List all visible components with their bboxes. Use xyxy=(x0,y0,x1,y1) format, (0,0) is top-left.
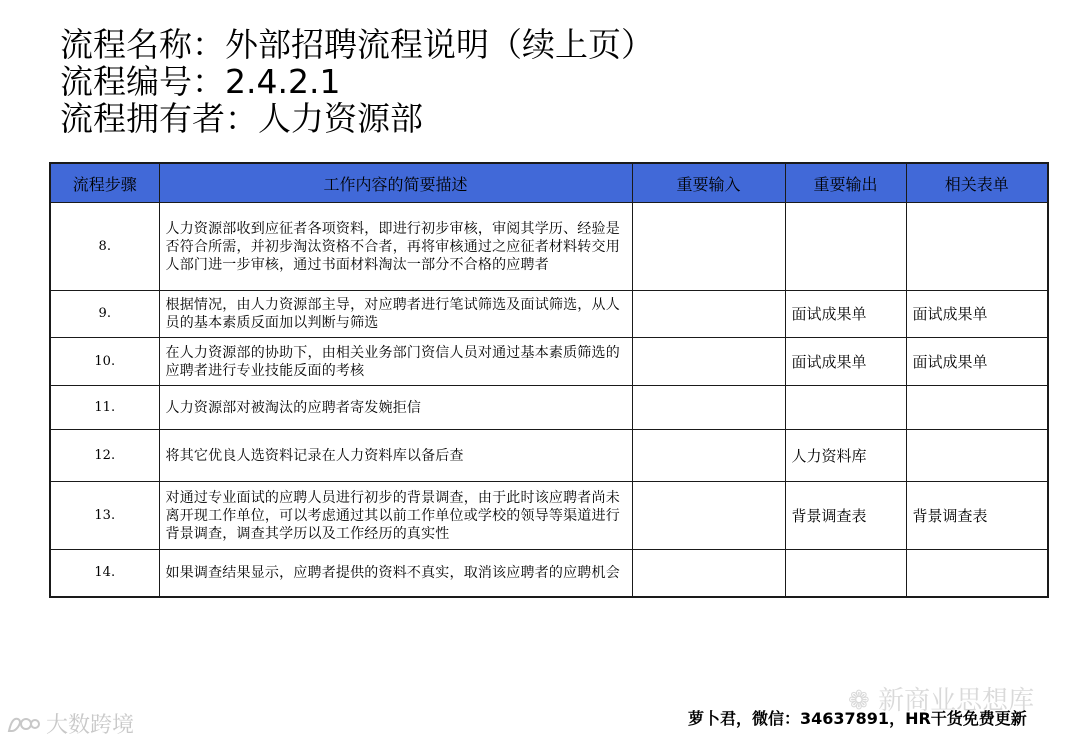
input-cell xyxy=(632,291,785,338)
form-cell: 面试成果单 xyxy=(906,338,1048,386)
description-cell: 人力资源部收到应征者各项资料，即进行初步审核，审阅其学历、经验是否符合所需，并初步淘汰资格不合者，再将审核通过之应征者材料转交用人部门进一步审核，通过书面材料淘汰一部分不合格的应聘者 xyxy=(159,203,632,291)
description-cell: 根据情况，由人力资源部主导，对应聘者进行笔试筛选及面试筛选，从人员的基本素质反面加以判断与筛选 xyxy=(159,291,632,338)
description-cell: 对通过专业面试的应聘人员进行初步的背景调查，由于此时该应聘者尚未离开现工作单位，可以考虑通过其以前工作单位或学校的领导等渠道进行背景调查，调查其学历以及工作经历的真实性 xyxy=(159,482,632,550)
input-cell xyxy=(632,430,785,482)
output-cell: 面试成果单 xyxy=(785,338,906,386)
output-cell: 人力资料库 xyxy=(785,430,906,482)
col-header-form: 相关表单 xyxy=(906,163,1048,203)
form-cell xyxy=(906,386,1048,430)
input-cell xyxy=(632,203,785,291)
step-cell: 11. xyxy=(50,386,159,430)
form-cell: 面试成果单 xyxy=(906,291,1048,338)
table-row xyxy=(50,203,1048,291)
table-row xyxy=(50,430,1048,482)
form-cell xyxy=(906,430,1048,482)
input-cell xyxy=(632,482,785,550)
description-cell: 人力资源部对被淘汰的应聘者寄发婉拒信 xyxy=(159,386,632,430)
form-cell xyxy=(906,550,1048,597)
process-table xyxy=(49,162,1049,598)
form-cell: 背景调查表 xyxy=(906,482,1048,550)
table-row xyxy=(50,338,1048,386)
table-header-row xyxy=(50,163,1048,203)
footer-credit: 萝卜君，微信：34637891，HR干货免费更新 xyxy=(688,709,1027,728)
page-header xyxy=(60,26,654,137)
process-number: 流程编号：2.4.2.1 xyxy=(60,62,341,101)
output-cell: 背景调查表 xyxy=(785,482,906,550)
wechat-icon: ❁ xyxy=(848,686,870,716)
process-table-container xyxy=(49,162,1047,596)
step-cell: 12. xyxy=(50,430,159,482)
watermark-right-text: 新商业思想库 xyxy=(878,686,1035,716)
col-header-step: 流程步骤 xyxy=(50,163,159,203)
step-cell: 14. xyxy=(50,550,159,597)
output-cell xyxy=(785,386,906,430)
input-cell xyxy=(632,386,785,430)
input-cell xyxy=(632,338,785,386)
table-row xyxy=(50,291,1048,338)
step-cell: 9. xyxy=(50,291,159,338)
col-header-description: 工作内容的简要描述 xyxy=(159,163,632,203)
table-row xyxy=(50,482,1048,550)
col-header-output: 重要输出 xyxy=(785,163,906,203)
step-cell: 10. xyxy=(50,338,159,386)
form-cell xyxy=(906,203,1048,291)
output-cell: 面试成果单 xyxy=(785,291,906,338)
description-cell: 如果调查结果显示，应聘者提供的资料不真实，取消该应聘者的应聘机会 xyxy=(159,550,632,597)
output-cell xyxy=(785,203,906,291)
description-cell: 将其它优良人选资料记录在人力资料库以备后查 xyxy=(159,430,632,482)
col-header-input: 重要输入 xyxy=(632,163,785,203)
description-cell: 在人力资源部的协助下，由相关业务部门资信人员对通过基本素质筛选的应聘者进行专业技能反面的考核 xyxy=(159,338,632,386)
watermark-left-text: 大数跨境 xyxy=(46,713,135,738)
brand-logo-icon xyxy=(6,713,40,735)
process-name: 流程名称：外部招聘流程说明（续上页） xyxy=(60,25,654,64)
step-cell: 13. xyxy=(50,482,159,550)
input-cell xyxy=(632,550,785,597)
step-cell: 8. xyxy=(50,203,159,291)
process-owner: 流程拥有者：人力资源部 xyxy=(60,99,423,138)
watermark-left xyxy=(6,708,134,739)
output-cell xyxy=(785,550,906,597)
table-row xyxy=(50,550,1048,597)
table-row xyxy=(50,386,1048,430)
